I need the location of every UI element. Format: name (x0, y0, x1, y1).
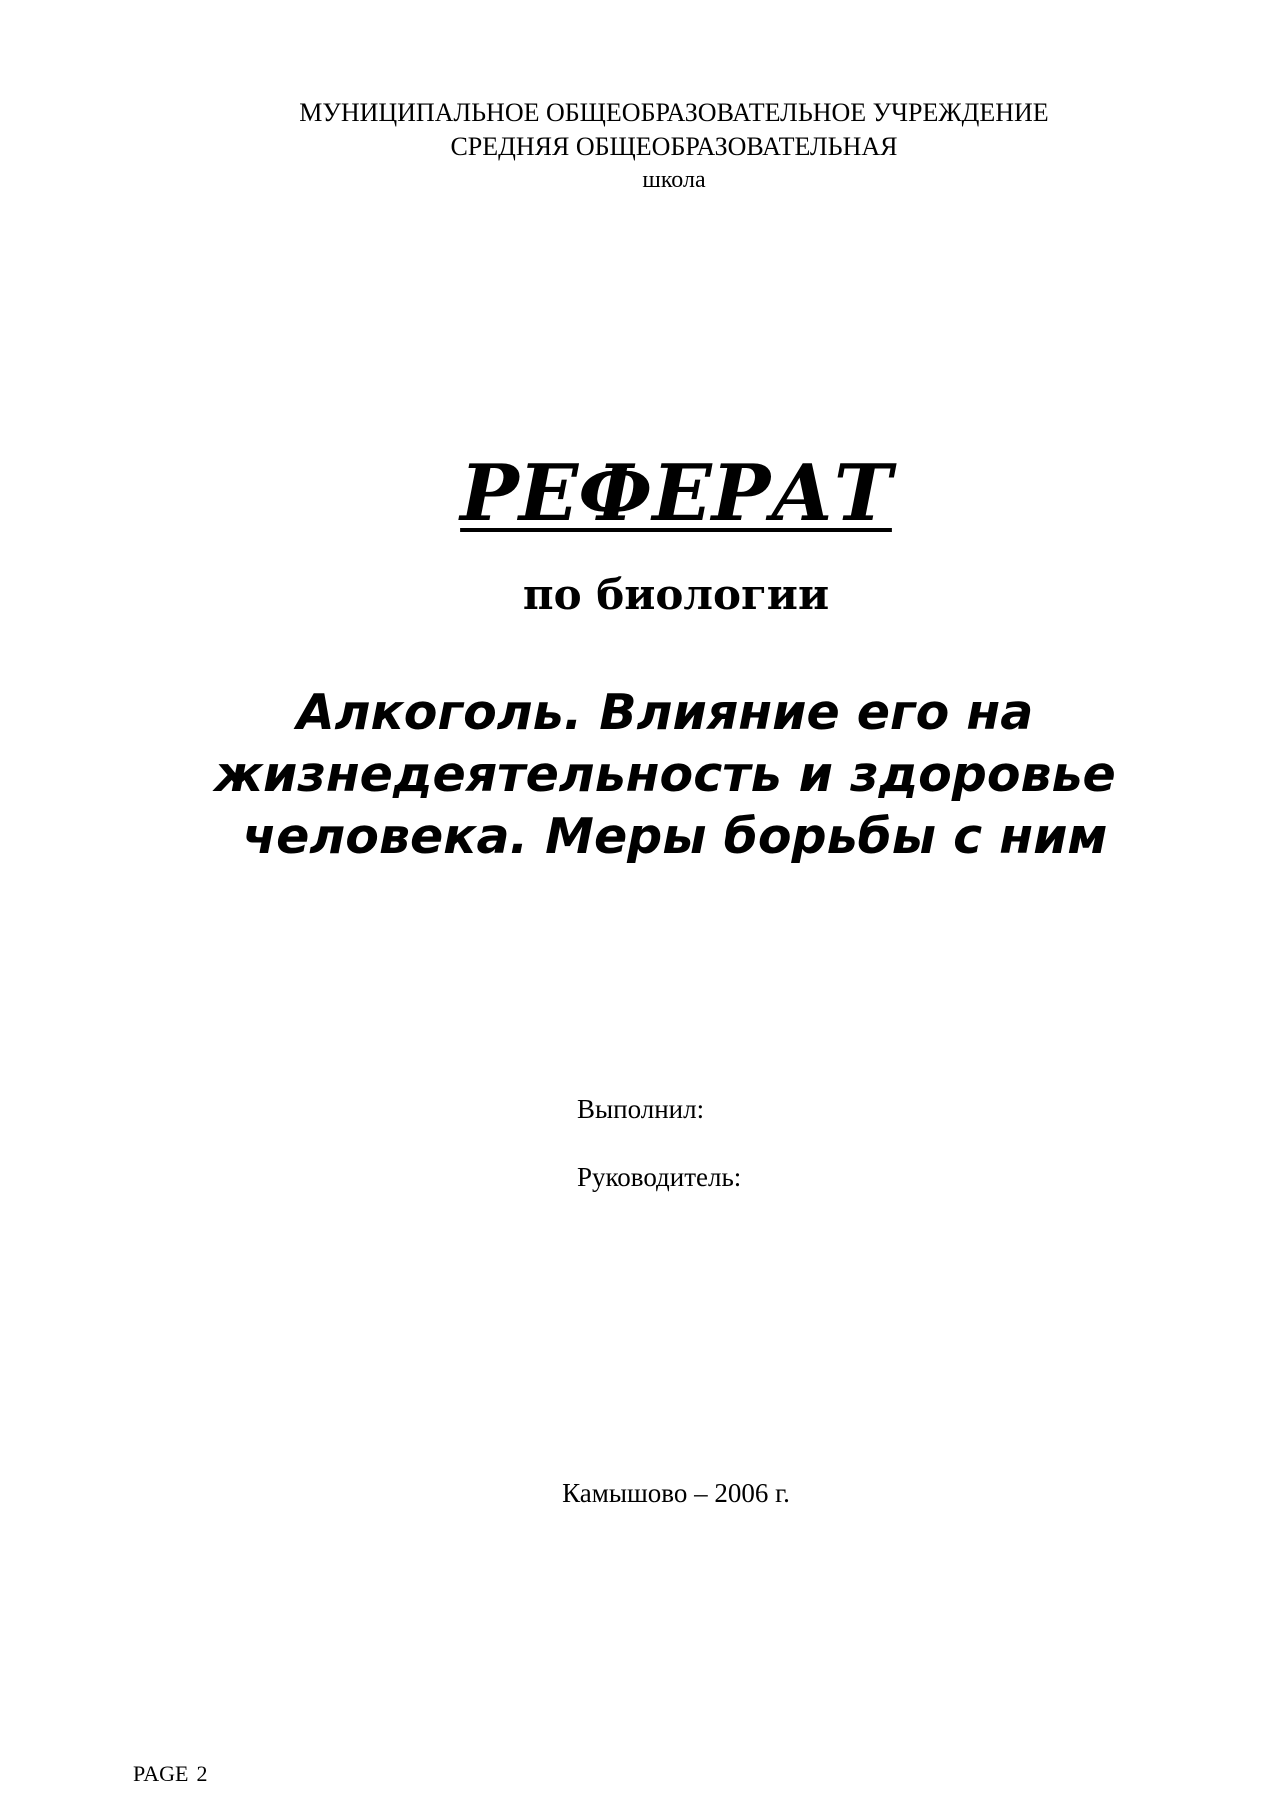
page-label: PAGE (133, 1761, 189, 1786)
performed-by-label: Выполнил: (577, 1094, 705, 1124)
document-type-title: РЕФЕРАТ (460, 448, 892, 539)
institution-line-1: МУНИЦИПАЛЬНОЕ ОБЩЕОБРАЗОВАТЕЛЬНОЕ УЧРЕЖДЕНИЕ (299, 98, 1049, 127)
page-footer (133, 1763, 207, 1785)
subject-line: по биологии (522, 570, 830, 619)
topic-line-3: человека. Меры борьбы с ним (242, 808, 1108, 865)
city-year: Камышово – 2006 г. (562, 1478, 790, 1508)
topic-line-2: жизнедеятельность и здоровье (214, 746, 1116, 803)
topic-line-1: Алкоголь. Влияние его на (296, 684, 1034, 741)
supervisor-label: Руководитель: (577, 1162, 742, 1192)
institution-line-2: СРЕДНЯЯ ОБЩЕОБРАЗОВАТЕЛЬНАЯ (450, 132, 898, 161)
institution-line-3: школа (642, 167, 706, 193)
page-number: 2 (196, 1761, 208, 1786)
